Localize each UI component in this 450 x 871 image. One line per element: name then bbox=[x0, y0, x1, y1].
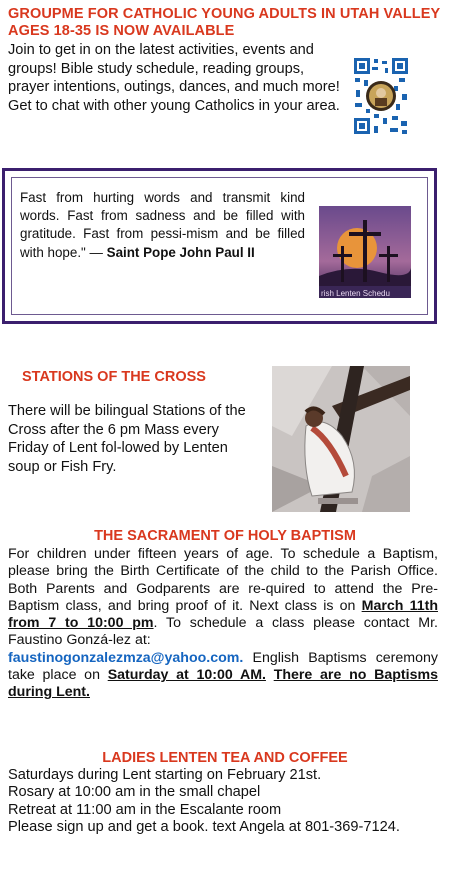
tea-line: Saturdays during Lent starting on February 21st. bbox=[8, 767, 322, 783]
baptism-title: THE SACRAMENT OF HOLY BAPTISM bbox=[94, 528, 356, 544]
english-baptism-time: Saturday at 10:00 AM. bbox=[107, 667, 266, 684]
tea-body bbox=[8, 767, 438, 837]
baptism-text-4 bbox=[266, 667, 274, 683]
lenten-quote bbox=[20, 189, 305, 262]
lenten-image-caption: rish Lenten Schedu bbox=[321, 289, 390, 298]
tea-line: Retreat at 11:00 am in the Escalante room bbox=[8, 801, 282, 818]
quote-inner-frame bbox=[11, 177, 428, 315]
groupme-body: Join to get in on the latest activities, events and groups! Bible study schedule, reading groups, prayer intentions, outings, dances, and much more! Get to chat with other young Catholics in your area. bbox=[8, 42, 340, 114]
jesus-carrying-cross-image bbox=[272, 366, 410, 512]
groupme-title: GROUPME FOR CATHOLIC YOUNG ADULTS IN UTAH VALLEY AGES 18-35 IS NOW AVAILABLE bbox=[8, 6, 441, 39]
quote-box bbox=[2, 168, 437, 324]
stations-body: There will be bilingual Stations of the Cross after the 6 pm Mass every Friday of Lent fol-lowed by Lenten soup or Fish Fry. bbox=[8, 403, 246, 475]
baptism-text-3: English Baptisms ceremony take place on bbox=[8, 649, 438, 684]
baptism-text-1: For children under fifteen years of age. To schedule a Baptism, please bring the Birth Certificate of the child to the Parish Office. Both Parents and Godparents are re-quired to attend the Pre-Baptism class, and bring proof of it. Next class is on bbox=[8, 546, 438, 614]
tea-line: Rosary at 10:00 am in the small chapel bbox=[8, 784, 261, 801]
tea-line: Please sign up and get a book. text Angela at 801-369-7124. bbox=[8, 819, 400, 836]
stations-title: STATIONS OF THE CROSS bbox=[22, 369, 206, 385]
tea-title: LADIES LENTEN TEA AND COFFEE bbox=[102, 750, 348, 766]
next-class-date: March 11th from 7 to 10:00 pm bbox=[8, 597, 438, 632]
quote-body: Fast from hurting words and transmit kind words. Fast from sadness and be filled with gratitude. Fast from pessi-mism and be filled with hope." — bbox=[20, 190, 305, 260]
qr-code-icon[interactable] bbox=[352, 56, 410, 136]
baptism-body bbox=[8, 546, 438, 702]
lenten-crosses-image bbox=[319, 206, 411, 298]
no-baptisms-notice: There are no Baptisms during Lent. bbox=[8, 667, 438, 701]
quote-author: Saint Pope John Paul II bbox=[106, 244, 255, 260]
baptism-text-2: . To schedule a class please contact Mr. Faustino Gonzá-lez at: bbox=[8, 615, 438, 649]
contact-email-link[interactable]: faustinogonzalezmza@yahoo.com. bbox=[8, 649, 244, 666]
